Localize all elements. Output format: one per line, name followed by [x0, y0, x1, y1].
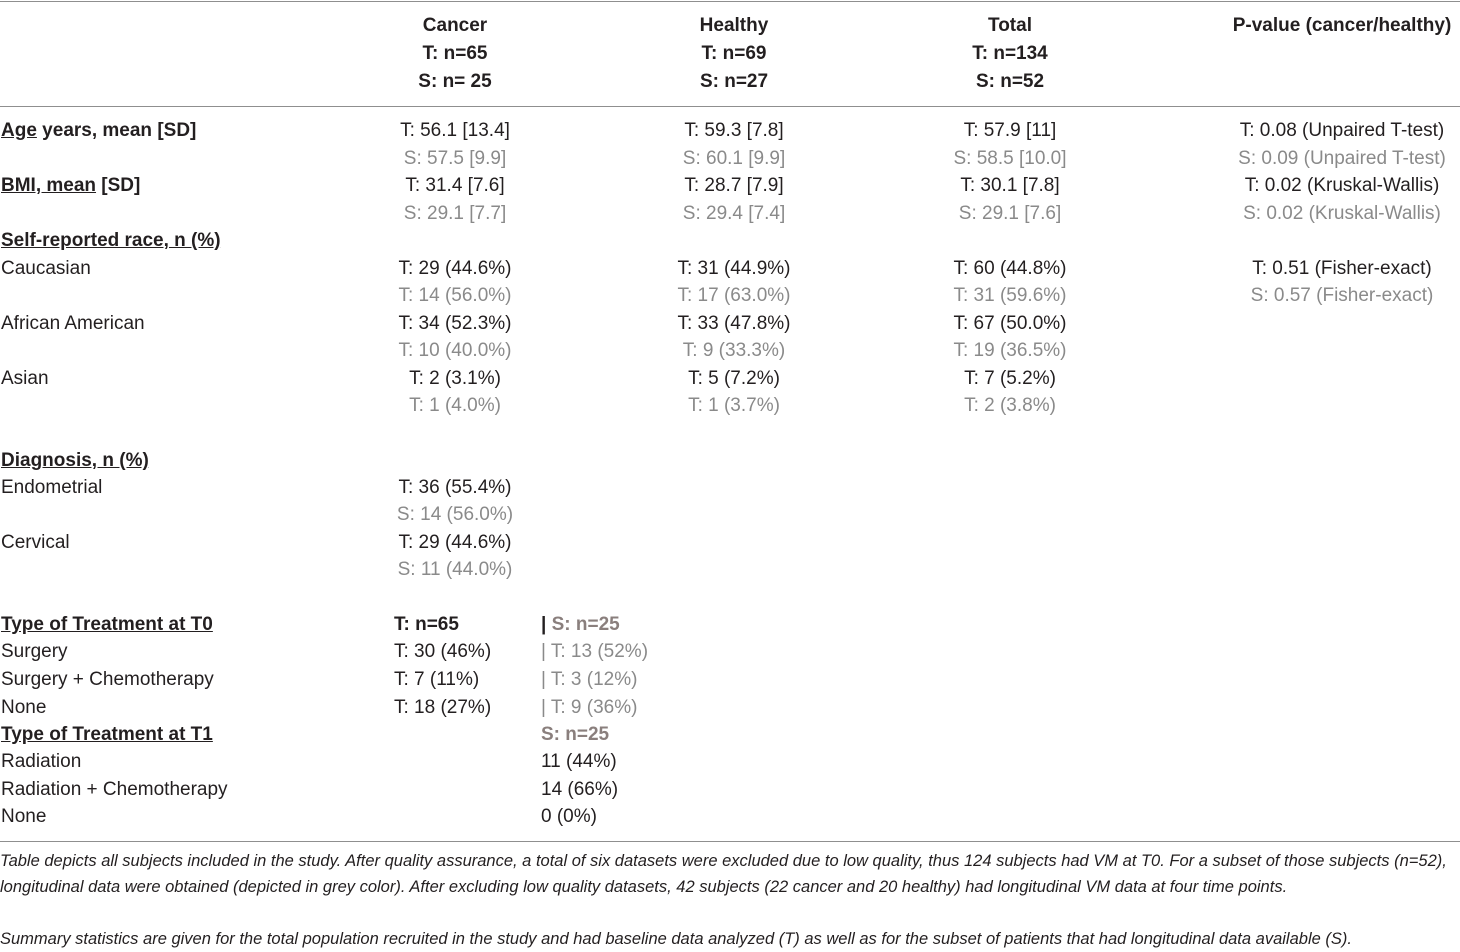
race-african-cancer-s: T: 10 (40.0%) [398, 340, 512, 361]
race-caucasian-cancer-s: T: 14 (56.0%) [398, 285, 512, 306]
top-rule [0, 1, 1460, 2]
race-african-healthy-s: T: 9 (33.3%) [682, 340, 786, 361]
table-footnote-1: Table depicts all subjects included in the study. After quality assurance, a total of six datasets were excluded due to low quality, thus 124 subjects had VM at T0. For a subset of those subjects (n=52), longitudinal data were obtained (depicted in grey color). After excluding low quality datasets, 42 subjects (22 cancer and 20 healthy) had longitudinal VM data at four time points. [0, 852, 1447, 896]
race-african-cancer-t: T: 34 (52.3%) [398, 313, 512, 334]
race-caucasian-total-t: T: 60 (44.8%) [953, 258, 1067, 279]
treatment-t1-row-1-label: Radiation + Chemotherapy [1, 779, 228, 800]
race-african-total-s: T: 19 (36.5%) [953, 340, 1067, 361]
treatment-t1-row-0-label: Radiation [1, 751, 82, 772]
diagnosis-endometrial-label: Endometrial [1, 477, 103, 498]
treatment-t0-row-0-s: | T: 13 (52%) [541, 641, 649, 662]
header-total-s: S: n=52 [975, 71, 1045, 92]
header-healthy-s: S: n=27 [699, 71, 769, 92]
treatment-t1-col-s: S: n=25 [541, 724, 610, 745]
bmi-cancer-s: S: 29.1 [7.7] [403, 203, 507, 224]
bmi-healthy-t: T: 28.7 [7.9] [684, 175, 784, 196]
race-asian-total-s: T: 2 (3.8%) [964, 395, 1056, 416]
treatment-t1-row-0-s: 11 (44%) [541, 751, 617, 772]
bmi-p-t: T: 0.02 (Kruskal-Wallis) [1244, 175, 1440, 196]
bmi-total-s: S: 29.1 [7.6] [958, 203, 1062, 224]
header-healthy-title: Healthy [699, 15, 769, 36]
treatment-t0-row-2-s: | T: 9 (36%) [541, 697, 638, 718]
treatment-t0-col-s: | S: n=25 [541, 614, 620, 635]
race-p-s: S: 0.57 (Fisher-exact) [1250, 285, 1434, 306]
bmi-total-t: T: 30.1 [7.8] [960, 175, 1060, 196]
race-caucasian-healthy-t: T: 31 (44.9%) [677, 258, 791, 279]
bmi-label: BMI, mean [SD] [1, 175, 141, 196]
treatment-t1-row-1-s: 14 (66%) [541, 779, 619, 800]
treatment-t0-row-2-t: T: 18 (27%) [394, 697, 492, 718]
race-heading: Self-reported race, n (%) [1, 230, 221, 251]
diagnosis-endometrial-t: T: 36 (55.4%) [398, 477, 512, 498]
diagnosis-heading: Diagnosis, n (%) [1, 450, 149, 471]
treatment-t0-row-1-t: T: 7 (11%) [394, 669, 480, 690]
treatment-t0-row-2-label: None [1, 697, 47, 718]
treatment-t1-row-2-s: 0 (0%) [541, 806, 597, 827]
bmi-cancer-t: T: 31.4 [7.6] [405, 175, 505, 196]
header-cancer-t: T: n=65 [422, 43, 488, 64]
race-asian-total-t: T: 7 (5.2%) [964, 368, 1056, 389]
header-cancer-s: S: n= 25 [418, 71, 492, 92]
bmi-p-s: S: 0.02 (Kruskal-Wallis) [1243, 203, 1441, 224]
race-asian-cancer-t: T: 2 (3.1%) [409, 368, 501, 389]
age-cancer-t: T: 56.1 [13.4] [400, 120, 510, 141]
diagnosis-cervical-s: S: 11 (44.0%) [397, 559, 513, 580]
age-cancer-s: S: 57.5 [9.9] [403, 148, 507, 169]
treatment-t0-row-1-label: Surgery + Chemotherapy [1, 669, 214, 690]
race-asian-cancer-s: T: 1 (4.0%) [409, 395, 501, 416]
race-caucasian-total-s: T: 31 (59.6%) [953, 285, 1067, 306]
race-p-t: T: 0.51 (Fisher-exact) [1252, 258, 1432, 279]
bmi-healthy-s: S: 29.4 [7.4] [682, 203, 786, 224]
footer-rule [0, 841, 1460, 842]
header-cancer [355, 12, 555, 96]
age-healthy-s: S: 60.1 [9.9] [682, 148, 786, 169]
table-footnote-2: Summary statistics are given for the total population recruited in the study and had baseline data analyzed (T) as well as for the subset of patients that had longitudinal data available (S). [0, 930, 1352, 948]
age-p-t: T: 0.08 (Unpaired T-test) [1239, 120, 1445, 141]
age-total-s: S: 58.5 [10.0] [953, 148, 1067, 169]
header-total-title: Total [988, 15, 1032, 36]
header-healthy [634, 12, 834, 96]
diagnosis-cervical-label: Cervical [1, 532, 70, 553]
age-p-s: S: 0.09 (Unpaired T-test) [1238, 148, 1446, 169]
age-total-t: T: 57.9 [11] [963, 120, 1057, 141]
treatment-t0-heading: Type of Treatment at T0 [1, 614, 213, 635]
race-caucasian-healthy-s: T: 17 (63.0%) [677, 285, 791, 306]
race-asian-healthy-t: T: 5 (7.2%) [688, 368, 780, 389]
treatment-t0-row-0-label: Surgery [1, 641, 68, 662]
race-caucasian-cancer-t: T: 29 (44.6%) [398, 258, 512, 279]
header-healthy-t: T: n=69 [701, 43, 767, 64]
header-rule [0, 106, 1460, 107]
age-healthy-t: T: 59.3 [7.8] [684, 120, 784, 141]
treatment-t0-col-t: T: n=65 [394, 614, 459, 635]
race-african-healthy-t: T: 33 (47.8%) [677, 313, 791, 334]
race-asian-healthy-s: T: 1 (3.7%) [688, 395, 780, 416]
diagnosis-cervical-t: T: 29 (44.6%) [398, 532, 512, 553]
treatment-t1-row-2-label: None [1, 806, 47, 827]
race-african-label: African American [1, 313, 145, 334]
treatment-t0-col-s-visible: S: n=25 [551, 614, 620, 635]
header-pvalue [1222, 12, 1460, 40]
treatment-t0-row-1-s: | T: 3 (12%) [541, 669, 638, 690]
diagnosis-endometrial-s: S: 14 (56.0%) [396, 504, 514, 525]
header-total [910, 12, 1110, 96]
race-caucasian-label: Caucasian [1, 258, 91, 279]
race-asian-label: Asian [1, 368, 49, 389]
treatment-t1-heading: Type of Treatment at T1 [1, 724, 213, 745]
treatment-t0-row-0-t: T: 30 (46%) [394, 641, 492, 662]
age-label: Age years, mean [SD] [1, 120, 197, 141]
header-total-t: T: n=134 [972, 43, 1048, 64]
race-african-total-t: T: 67 (50.0%) [953, 313, 1067, 334]
header-pvalue-title: P-value (cancer/healthy) [1232, 15, 1452, 36]
header-cancer-title: Cancer [422, 15, 488, 36]
